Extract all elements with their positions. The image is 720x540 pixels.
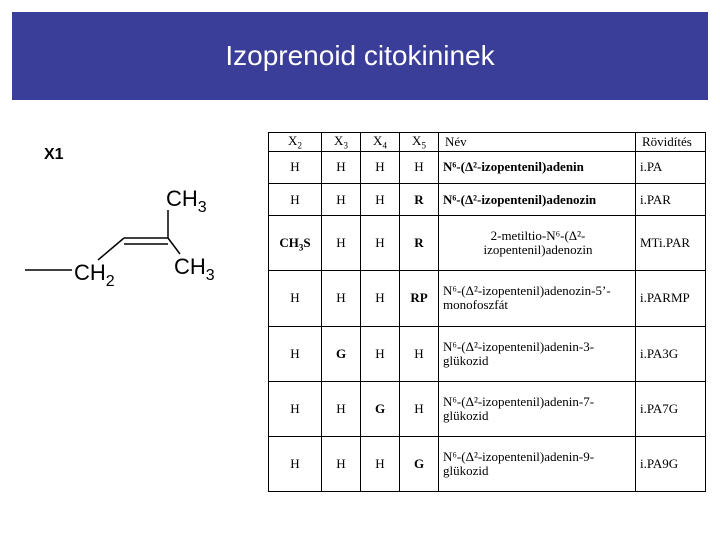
table-row xyxy=(269,436,706,491)
cell-x4: G xyxy=(361,381,400,436)
table-row xyxy=(269,151,706,183)
cell-x5: H xyxy=(400,381,439,436)
cell-x5: RP xyxy=(400,271,439,326)
cell-x3: H xyxy=(322,183,361,215)
cell-x4: H xyxy=(361,271,400,326)
title-banner xyxy=(12,12,708,100)
cell-abbr: i.PA xyxy=(636,151,706,183)
cell-x4: H xyxy=(361,183,400,215)
cell-x4: H xyxy=(361,326,400,381)
bond-ch2-c xyxy=(98,238,124,260)
cell-x5: H xyxy=(400,326,439,381)
cell-abbr: i.PAR xyxy=(636,183,706,215)
cell-x2: $CH_3S$ xyxy=(269,216,322,271)
cell-x4: H xyxy=(361,216,400,271)
cell-nev: N⁶-(Δ²-izopentenil)adenin-3-glükozid xyxy=(439,326,636,381)
cell-abbr: i.PA3G xyxy=(636,326,706,381)
table-row xyxy=(269,381,706,436)
cell-abbr: MTi.PAR xyxy=(636,216,706,271)
cell-x5: R xyxy=(400,183,439,215)
cell-x5: H xyxy=(400,151,439,183)
cell-abbr: i.PA7G xyxy=(636,381,706,436)
top-ch3-label: $CH_3$ xyxy=(166,186,207,216)
cell-nev: N⁶-(Δ²-izopentenil)adenin xyxy=(439,151,636,183)
cell-x2: H xyxy=(269,271,322,326)
header-x3: $X_3$ xyxy=(322,133,361,152)
cell-nev: N⁶-(Δ²-izopentenil)adenin-9-glükozid xyxy=(439,436,636,491)
table-row xyxy=(269,326,706,381)
header-nev: Név xyxy=(439,133,636,152)
cell-x2: H xyxy=(269,183,322,215)
cell-x5: G xyxy=(400,436,439,491)
cell-x2: H xyxy=(269,326,322,381)
cell-nev: 2-metiltio-N⁶-(Δ²-izopentenil)adenozin xyxy=(439,216,636,271)
cell-nev: N⁶-(Δ²-izopentenil)adenin-7-glükozid xyxy=(439,381,636,436)
header-x2: $X_2$ xyxy=(269,133,322,152)
cell-x4: H xyxy=(361,151,400,183)
cell-nev: N⁶-(Δ²-izopentenil)adenozin-5’-monofoszfát xyxy=(439,271,636,326)
x1-label: X1 xyxy=(44,146,64,163)
cell-x2: H xyxy=(269,151,322,183)
cell-x4: H xyxy=(361,436,400,491)
cell-x2: H xyxy=(269,381,322,436)
cell-x3: H xyxy=(322,381,361,436)
cell-x3: H xyxy=(322,216,361,271)
header-x5: $X_5$ xyxy=(400,133,439,152)
cell-x2: H xyxy=(269,436,322,491)
cell-abbr: i.PARMP xyxy=(636,271,706,326)
cell-x3: H xyxy=(322,151,361,183)
cell-x3: H xyxy=(322,436,361,491)
isoprenoid-side-chain-structure xyxy=(20,178,230,298)
page-title: Izoprenoid citokininek xyxy=(225,40,495,71)
cell-x3: H xyxy=(322,271,361,326)
header-x4: $X_4$ xyxy=(361,133,400,152)
bond-to-right-ch3 xyxy=(168,238,180,254)
cell-abbr: i.PA9G xyxy=(636,436,706,491)
cytokinin-table xyxy=(268,132,706,492)
table-header-row xyxy=(269,133,706,152)
right-ch3-label: $CH_3$ xyxy=(174,254,215,284)
table-row xyxy=(269,216,706,271)
cell-nev: N⁶-(Δ²-izopentenil)adenozin xyxy=(439,183,636,215)
header-abbr: Rövidítés xyxy=(636,133,706,152)
cell-x3: G xyxy=(322,326,361,381)
left-ch2-label: $CH_2$ xyxy=(74,260,115,290)
table-row xyxy=(269,183,706,215)
cell-x5: R xyxy=(400,216,439,271)
table-row xyxy=(269,271,706,326)
